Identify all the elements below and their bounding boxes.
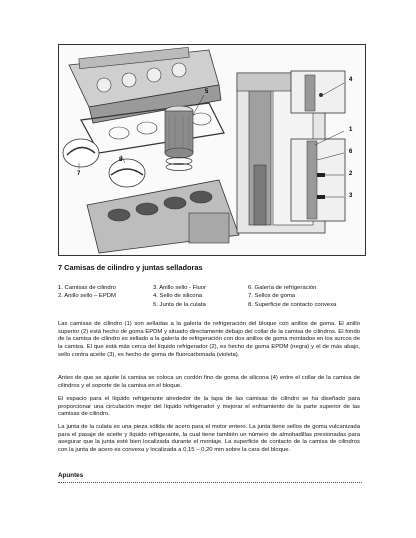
callout-6: 6: [349, 149, 353, 155]
legend-item: 4. Sello de silicona: [153, 293, 203, 300]
callout-5: 5: [205, 89, 209, 95]
legend-column-3: [248, 284, 336, 309]
legend-column-1: [58, 284, 116, 301]
callout-7: 7: [77, 171, 81, 177]
callout-1: 1: [349, 127, 353, 133]
detail-inset-top: [291, 71, 345, 113]
cylinder-liner: [165, 106, 193, 171]
paragraph-coolant-space: El espacio para el líquido refrigerante alrededor de la tapa de las camisas de cilindro se ha diseñado para proporcionar una circulación mejor del líquido refrigerador y mejorar el enfriamiento de la parte superior de las camisas de cilindro.: [58, 396, 360, 418]
section-title: 7 Camisas de cilindro y juntas selladoras: [58, 263, 203, 272]
callout-4: 4: [349, 77, 353, 83]
paragraph-silicone-bead: Antes de que se ajuste la camisa se coloca un cordón fino de goma de silicona (4) entre el collar de la camisa de cilindros y el soporte de la camisa en el bloque.: [58, 375, 360, 389]
engine-illustration: [59, 45, 365, 255]
legend-column-2: [153, 284, 206, 309]
callout-8: 8: [119, 157, 123, 163]
callout-3: 3: [349, 193, 353, 199]
paragraph-head-gasket: La junta de la culata es una pieza sólida de acero para el motor entero. La junta tiene sellos de goma vulcanizada para el pasaje de aceite y líquido refrigerante, la cual tiene también un número de almohadillas presionadas para asegurar que la junta esté bien localizada durante el montaje. La superficie de contacto de la camisa de cilindros con la junta de acero es convexa y localizada a 0,15 – 0,20 mm sobre la cara del bloque.: [58, 424, 360, 454]
engine-block-bottom: [87, 180, 239, 253]
legend-item: 2. Anillo sello – EPDM: [58, 293, 116, 300]
legend-item: 7. Sellos de goma: [248, 293, 296, 300]
callout-2: 2: [349, 171, 353, 177]
legend-item: 3. Anillo sello - Fluor: [153, 285, 207, 291]
legend-item: 1. Camisas de cilindro: [58, 285, 116, 291]
legend-item: 6. Galería de refrigeración: [248, 285, 317, 291]
detail-circle-contact-surface: [109, 155, 145, 187]
paragraph-liner-sealing: Las camisas de cilindro (1) son selladas a la galería de refrigeración del bloque con anillos de goma. El anillo superior (2) está hecho de goma EPDM y situado directamente debajo del collar de la camisa de cilindros. El fondo de la camisa de cilindro es sellado a la galería de refrigeración con dos anillos de goma montados en los surcos de la camisa. El que está más cerca del líquido refrigerador (2), es hecho de goma EPDM (negra) y el de más abajo, sello contra aceite (3), es hecho de goma de fluorcarbonada (violeta).: [58, 321, 360, 358]
detail-circle-seals: [63, 139, 99, 169]
notes-line: [58, 482, 362, 483]
legend-item: 8. Superficie de contacto convexa: [248, 301, 337, 308]
engine-cross-section-figure: [58, 44, 366, 256]
detail-inset-bottom: [291, 139, 345, 221]
notes-title: Apuntes: [58, 472, 84, 479]
legend-item: 5. Junta de la culata: [153, 301, 206, 308]
